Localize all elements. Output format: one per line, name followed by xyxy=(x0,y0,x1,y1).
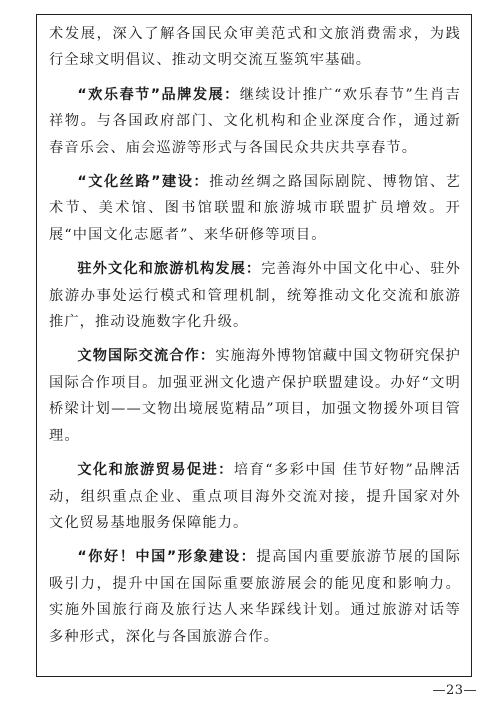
paragraph-lead: 文化和旅游贸易促进： xyxy=(77,462,234,479)
paragraph-text: 继续设计推广“欢乐春节”生肖吉祥物。与各国政府部门、文化机构和企业深度合作，通过新春音乐会、庙会巡游等形式与各国民众共庆共享春节。 xyxy=(49,86,461,156)
paragraph-lead: 驻外文化和旅游机构发展： xyxy=(77,261,262,278)
paragraph-text: 实施海外博物馆藏中国文物研究保护国际合作项目。加强亚洲文化遗产保护联盟建设。办好“文明桥梁计划——文物出境展览精品”项目，加强文物援外项目管理。 xyxy=(49,348,462,444)
paragraph-text: 完善海外中国文化中心、驻外旅游办事处运行模式和管理机制，统筹推动文化交流和旅游推广，推动设施数字化升级。 xyxy=(49,261,462,331)
paragraph-spring-festival xyxy=(49,82,461,161)
paragraph-cultural-relics xyxy=(49,343,461,449)
paragraph-trade-promotion xyxy=(49,457,461,536)
page-number: —23— xyxy=(432,683,477,698)
paragraph-continuation xyxy=(49,21,461,74)
paragraph-lead: “文化丝路”建设： xyxy=(77,174,210,191)
paragraph-overseas-institutions xyxy=(49,256,461,335)
paragraph-text: 术发展，深入了解各国民众审美范式和文旅消费需求，为践行全球文明倡议、推动文明交流互鉴筑牢基础。 xyxy=(49,26,461,69)
content-box xyxy=(36,14,472,677)
paragraph-text: 推动丝绸之路国际剧院、博物馆、艺术节、美术馆、图书馆联盟和旅游城市联盟扩员增效。开展“中国文化志愿者”、来华研修等项目。 xyxy=(49,174,461,243)
paragraph-silk-road xyxy=(49,169,461,248)
paragraph-lead: “欢乐春节”品牌发展： xyxy=(77,86,240,103)
paragraph-lead: 文物国际交流合作： xyxy=(77,348,216,365)
paragraph-nihao-china xyxy=(49,544,461,650)
paragraph-text: 提高国内重要旅游节展的国际吸引力，提升中国在国际重要旅游展会的能见度和影响力。实施外国旅行商及旅行达人来华踩线计划。通过旅游对话等多种形式，深化与各国旅游合作。 xyxy=(49,549,461,645)
paragraph-text: 培育“多彩中国 佳节好物”品牌活动，组织重点企业、重点项目海外交流对接，提升国家对外文化贸易基地服务保障能力。 xyxy=(49,462,461,531)
paragraph-lead: “你好！中国”形象建设： xyxy=(77,549,257,566)
